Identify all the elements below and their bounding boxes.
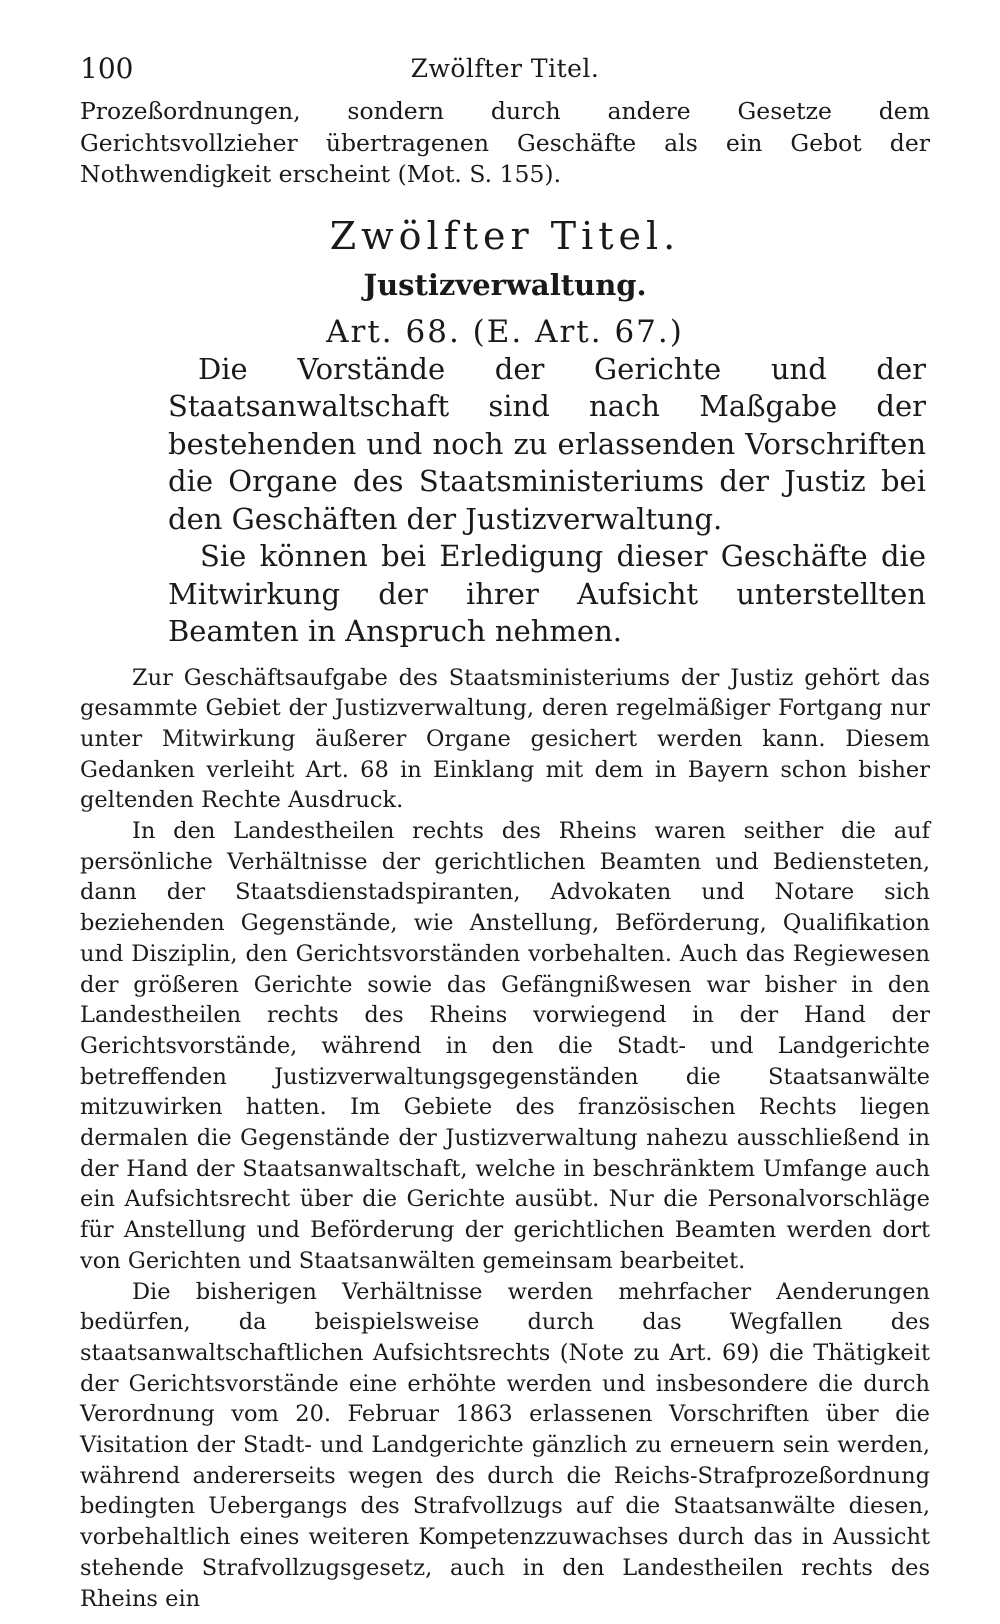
- statute-paragraph: Die Vorstände der Gerichte und der Staatsanwaltschaft sind nach Maßgabe der bestehenden und noch zu erlassenden Vorschriften die Organe des Staatsministeriums der Justiz bei den Geschäften der Justizverwaltung.: [168, 351, 926, 536]
- article-heading: Art. 68. (E. Art. 67.): [326, 313, 684, 350]
- running-head: [80, 52, 930, 96]
- commentary-paragraph: Die bisherigen Verhältnisse werden mehrfacher Aenderungen bedürfen, da beispielsweise durch das Wegfallen des staatsanwaltschaftlichen Aufsichtsrechts (Note zu Art. 69) die Thätigkeit der Gerichtsvorstände eine erhöhte werden und insbesondere die durch Verordnung vom 20. Februar 1863 erlassenen Vorschriften über die Visitation der Stadt- und Landgerichte gänzlich zu erneuern sein werden, während andererseits wegen des durch die Reichs-Strafprozeßordnung bedingten Uebergangs des Strafvollzugs auf die Staatsanwälte diesen, vorbehaltlich eines weiteren Kompetenzzuwachses durch das in Aussicht stehende Strafvollzugsgesetz, auch in den Landestheilen rechts des Rheins ein: [80, 1278, 930, 1612]
- section-title: Zwölfter Titel.: [329, 213, 681, 258]
- commentary: [80, 663, 930, 1615]
- running-title: Zwölfter Titel.: [410, 54, 600, 83]
- commentary-paragraph: Zur Geschäftsaufgabe des Staatsministeriums der Justiz gehört das gesammte Gebiet der Justizverwaltung, deren regelmäßiger Fortgang nur unter Mitwirkung äußerer Organe gesichert werden kann. Diesem Gedanken verleiht Art. 68 in Einklang mit dem in Bayern schon bisher geltenden Rechte Ausdruck.: [80, 664, 930, 814]
- commentary-paragraph: In den Landestheilen rechts des Rheins waren seither die auf persönliche Verhältnisse der gerichtlichen Beamten und Bediensteten, dann der Staatsdienstadspiranten, Advokaten und Notare sich beziehenden Gegenstände, wie Anstellung, Beförderung, Qualifikation und Disziplin, den Gerichtsvorständen vorbehalten. Auch das Regiewesen der größeren Gerichte sowie das Gefängnißwesen war bisher in den Landestheilen rechts des Rheins vorwiegend in der Hand der Gerichtsvorstände, während in den die Stadt- und Landgerichte betreffenden Justizverwaltungsgegenständen die Staatsanwälte mitzuwirken hatten. Im Gebiete des französischen Rechts liegen dermalen die Gegenstände der Justizverwaltung nahezu ausschließend in der Hand der Staatsanwaltschaft, welche in beschränktem Umfange auch ein Aufsichtsrecht über die Gerichte ausübt. Nur die Personalvorschläge für Anstellung und Beförderung der gerichtlichen Beamten werden dort von Gerichten und Staatsanwälten gemeinsam bearbeitet.: [80, 818, 930, 1274]
- book-page: [80, 52, 930, 1614]
- section-subtitle: Justizverwaltung.: [363, 267, 647, 302]
- intro-paragraph: Prozeßordnungen, sondern durch andere Gesetze dem Gerichtsvollzieher übertragenen Geschäfte als ein Gebot der Nothwendigkeit erscheint (Mot. S. 155).: [80, 97, 930, 188]
- statute-text: [168, 351, 926, 651]
- page-number: 100: [80, 52, 134, 85]
- statute-paragraph: Sie können bei Erledigung dieser Geschäfte die Mitwirkung der ihrer Aufsicht unterstellten Beamten in Anspruch nehmen.: [168, 539, 926, 648]
